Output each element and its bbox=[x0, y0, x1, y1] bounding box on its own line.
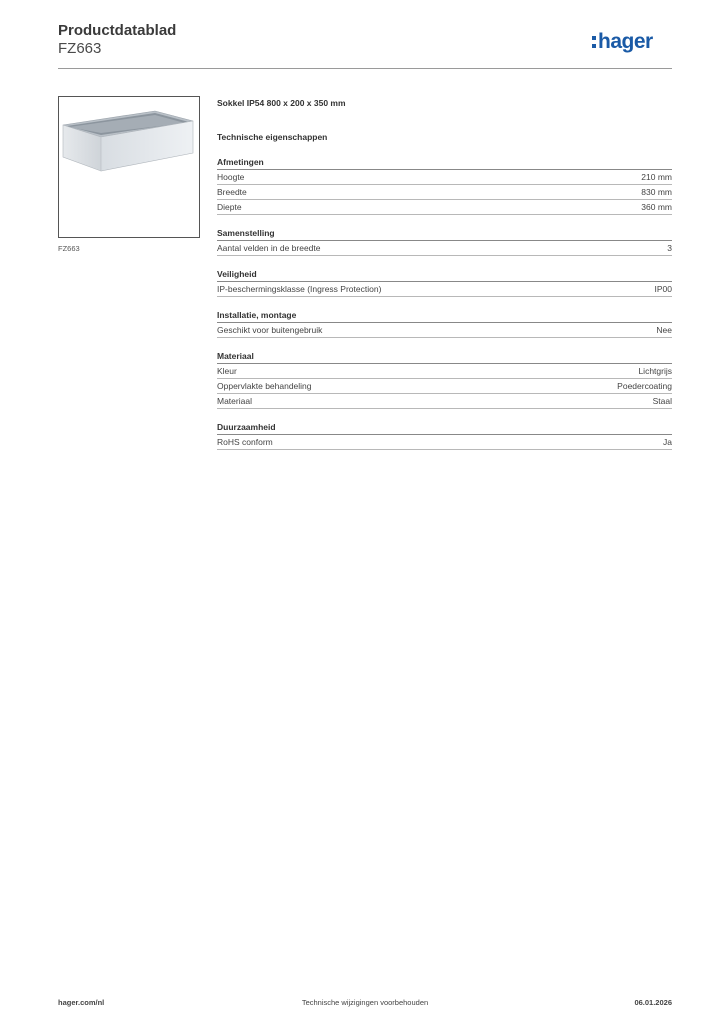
spec-label: Materiaal bbox=[217, 396, 252, 406]
spec-row bbox=[217, 282, 672, 297]
spec-row bbox=[217, 185, 672, 200]
spec-row bbox=[217, 170, 672, 185]
section-title: Installatie, montage bbox=[217, 309, 672, 323]
spec-label: Aantal velden in de breedte bbox=[217, 243, 321, 253]
spec-value: Ja bbox=[663, 437, 672, 447]
header-divider bbox=[58, 68, 672, 69]
section-title: Materiaal bbox=[217, 350, 672, 364]
spec-row bbox=[217, 364, 672, 379]
footer-website: hager.com/nl bbox=[58, 998, 105, 1007]
spec-value: 3 bbox=[667, 243, 672, 253]
spec-section-duurzaamheid bbox=[217, 421, 672, 450]
spec-value: Poedercoating bbox=[617, 381, 672, 391]
document-header bbox=[58, 22, 672, 68]
spec-value: Nee bbox=[656, 325, 672, 335]
section-title: Samenstelling bbox=[217, 227, 672, 241]
spec-section-samenstelling bbox=[217, 227, 672, 256]
product-image bbox=[58, 96, 200, 238]
document-title: Productdatablad bbox=[58, 22, 177, 39]
product-code: FZ663 bbox=[58, 40, 102, 57]
spec-value: 360 mm bbox=[641, 202, 672, 212]
spec-row bbox=[217, 241, 672, 256]
spec-label: Kleur bbox=[217, 366, 237, 376]
spec-section-afmetingen bbox=[217, 156, 672, 215]
spec-section-installatie bbox=[217, 309, 672, 338]
product-description: Sokkel IP54 800 x 200 x 350 mm bbox=[217, 98, 346, 108]
spec-section-veiligheid bbox=[217, 268, 672, 297]
spec-section-materiaal bbox=[217, 350, 672, 409]
spec-label: Diepte bbox=[217, 202, 242, 212]
spec-value: Staal bbox=[652, 396, 672, 406]
logo-text: hager bbox=[598, 30, 653, 53]
spec-row bbox=[217, 379, 672, 394]
spec-label: Oppervlakte behandeling bbox=[217, 381, 312, 391]
document-footer bbox=[58, 998, 672, 1010]
product-specifications bbox=[217, 96, 672, 450]
technical-properties-heading: Technische eigenschappen bbox=[217, 132, 328, 142]
section-title: Veiligheid bbox=[217, 268, 672, 282]
spec-value: 210 mm bbox=[641, 172, 672, 182]
spec-label: Breedte bbox=[217, 187, 247, 197]
plinth-illustration bbox=[59, 97, 199, 237]
hager-logo bbox=[592, 27, 672, 55]
spec-row bbox=[217, 200, 672, 215]
section-title: Afmetingen bbox=[217, 156, 672, 170]
spec-label: RoHS conform bbox=[217, 437, 273, 447]
spec-value: 830 mm bbox=[641, 187, 672, 197]
spec-label: Geschikt voor buitengebruik bbox=[217, 325, 323, 335]
spec-row bbox=[217, 394, 672, 409]
section-title: Duurzaamheid bbox=[217, 421, 672, 435]
footer-date: 06.01.2026 bbox=[634, 998, 672, 1007]
spec-row bbox=[217, 323, 672, 338]
footer-disclaimer: Technische wijzigingen voorbehouden bbox=[301, 998, 429, 1007]
spec-label: IP-beschermingsklasse (Ingress Protection) bbox=[217, 284, 382, 294]
spec-value: IP00 bbox=[654, 284, 672, 294]
spec-value: Lichtgrijs bbox=[638, 366, 672, 376]
spec-label: Hoogte bbox=[217, 172, 245, 182]
spec-row bbox=[217, 435, 672, 450]
image-caption: FZ663 bbox=[58, 244, 80, 253]
